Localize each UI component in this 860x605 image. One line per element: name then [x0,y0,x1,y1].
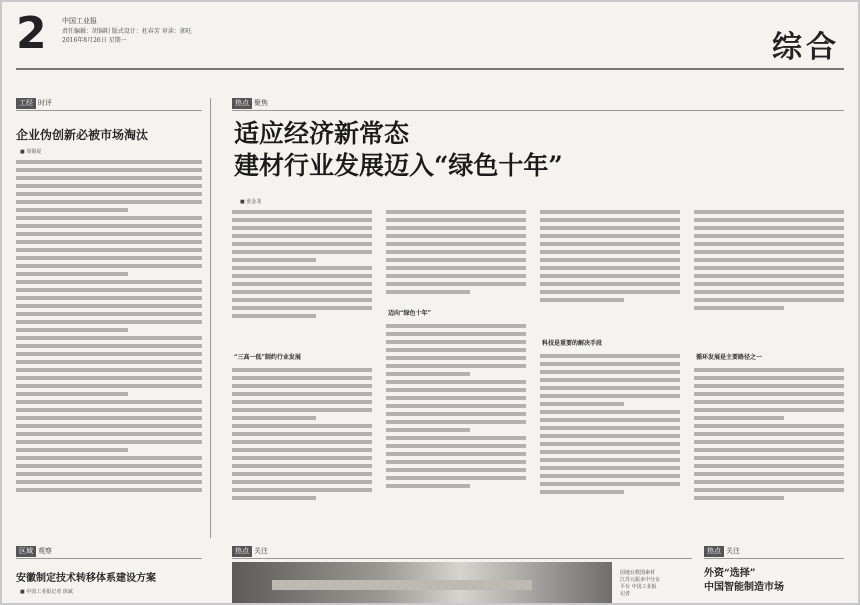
bottom-left-headline: 安徽制定技术转移体系建设方案 [16,573,156,584]
main-col1-text-b [232,368,372,538]
left-tag-box: 工经 [16,98,36,109]
main-col3-text-a [540,210,680,330]
left-headline: 企业伪创新必被市场淘汰 [16,128,149,142]
bottom-left-tag-rule [16,558,202,559]
bottom-right-headline-line2: 中国智能制造市场 [704,582,784,593]
main-col3-text-b [540,354,680,538]
page-header [2,2,858,66]
main-tag [232,98,268,109]
bottom-right-headline [704,567,784,595]
left-tag [16,98,52,109]
bottom-center-tag-rest: 关注 [254,547,268,555]
photo-caption: 园地台数图素材 江苏元振多中分女平台 中国工业报记者 [620,570,661,597]
main-byline: ■ 张金龙 [240,199,262,205]
bottom-center-tag-box: 热点 [232,546,252,557]
editors-line: 责任编辑：胡锦阳 版式设计：杜春芳 审读：郭旺 [62,28,192,35]
bottom-right-tag-rest: 关注 [726,547,740,555]
header-rule [16,68,844,70]
bottom-right-tag-rule [704,558,844,559]
section-title: 综合 [772,30,840,65]
subhead-green-decade: 迈向“绿色十年” [388,310,431,317]
main-headline-line2: 建材行业发展迈入“绿色十年” [234,151,563,180]
main-col4-text-a [694,210,844,340]
bottom-center-tag [232,546,268,557]
bottom-left-byline: ■ 中国工业报记者 徐斌 [20,589,73,595]
subhead-three-high: “三高一低”制约行业发展 [234,354,301,361]
paper-name: 中国工业报 [62,17,97,25]
bottom-right-headline-line1: 外资“选择” [704,568,756,579]
bottom-center-tag-rule [232,558,692,559]
bottom-left-tag-box: 区域 [16,546,36,557]
left-tag-rule [16,110,202,111]
page-number: 2 [16,8,47,59]
main-tag-rest: 聚焦 [254,99,268,107]
main-col2-text-b [386,324,526,538]
date-line: 2016年8月26日 星期一 [62,37,127,44]
bottom-right-tag [704,546,740,557]
left-tag-rest: 时评 [38,99,52,107]
main-headline [234,118,563,182]
subhead-circular: 循环发展是主要路径之一 [696,354,763,361]
bottom-left-tag-rest: 观察 [38,547,52,555]
main-col1-text-a [232,210,372,340]
news-photo [232,562,612,603]
newspaper-page [2,2,858,603]
main-col4-text-b [694,368,844,538]
main-col2-text-a [386,210,526,320]
header-meta [62,27,282,45]
left-column-divider [210,98,211,538]
main-tag-rule [232,110,844,111]
main-tag-box: 热点 [232,98,252,109]
left-body-text [16,160,202,530]
bottom-right-tag-box: 热点 [704,546,724,557]
subhead-technology: 科技是重要的解决手段 [542,340,603,347]
main-headline-line1: 适应经济新常态 [234,119,410,148]
left-byline: ■ 周锡夏 [20,149,42,155]
photo-machinery [272,580,532,590]
bottom-left-tag [16,546,52,557]
